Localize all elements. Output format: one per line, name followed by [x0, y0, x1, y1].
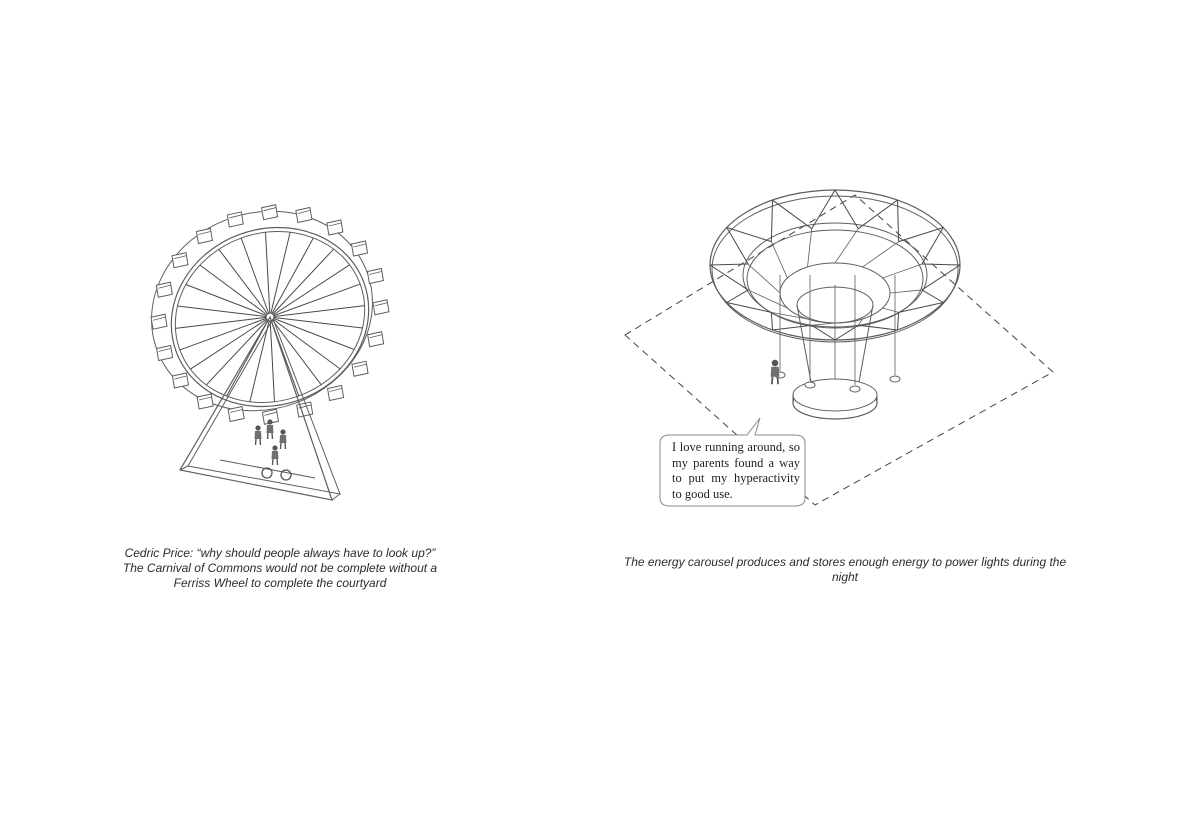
- carousel-star-strut: [898, 312, 899, 330]
- person-figure: [267, 419, 274, 439]
- ferris-gondola: [368, 332, 384, 347]
- carousel-star-strut: [727, 290, 748, 303]
- carousel-caption-line-1: The energy carousel produces and stores enough energy to power lights during the: [623, 555, 1067, 569]
- energy-carousel-caption: [612, 555, 1078, 585]
- carousel-star-strut: [771, 312, 772, 330]
- ferris-gondola: [172, 373, 188, 388]
- ferris-gondola: [196, 228, 212, 243]
- ferris-gondola: [352, 361, 368, 376]
- carousel-star-strut: [858, 325, 897, 330]
- ferris-spoke: [270, 232, 290, 317]
- person-figure: [280, 429, 287, 449]
- ferris-gondola: [328, 386, 344, 401]
- bicycle-wheel: [262, 468, 272, 478]
- ferris-gondola: [227, 212, 243, 227]
- ferris-spoke: [241, 238, 270, 317]
- ferris-gondola: [156, 282, 172, 297]
- ferris-gondola: [172, 253, 188, 268]
- carousel-radial-strut: [808, 229, 812, 267]
- ferris-wheel-drawing: [140, 190, 400, 520]
- carousel-star-strut: [773, 325, 812, 330]
- ferris-gondola: [373, 300, 389, 315]
- speech-bubble-line-4: to good use.: [672, 486, 733, 501]
- ferris-spoke: [266, 232, 270, 317]
- child-figure: [771, 360, 780, 385]
- carousel-caption-line-2: night: [831, 570, 859, 584]
- ferris-spoke: [270, 317, 340, 369]
- speech-bubble-line-3: to put my hyperactivity: [672, 471, 800, 485]
- carousel-star-strut: [727, 303, 772, 313]
- speech-bubble-text: [672, 440, 800, 502]
- ferris-caption-line-3: Ferriss Wheel to complete the courtyard: [173, 576, 387, 590]
- carousel-swing-seat: [850, 386, 860, 392]
- person-figure: [255, 425, 262, 445]
- carousel-radial-strut: [835, 229, 858, 263]
- carousel-star-strut: [922, 264, 960, 265]
- ferris-caption-line-2: The Carnival of Commons would not be complete without a: [122, 561, 438, 575]
- bicycle-wheel: [281, 470, 291, 480]
- ferris-gondola: [157, 345, 173, 360]
- carousel-radial-strut: [771, 242, 787, 278]
- ferris-gondola: [367, 269, 383, 284]
- ferris-wheel-svg: [140, 190, 400, 520]
- ferris-gondola: [327, 220, 343, 235]
- ferris-support-edge: [332, 494, 340, 500]
- ferris-gondola: [262, 205, 278, 220]
- carousel-radial-strut: [883, 264, 922, 278]
- carousel-swing-seat: [890, 376, 900, 382]
- ferris-gondola: [151, 314, 167, 329]
- ferris-gondola: [352, 241, 368, 256]
- ferris-base-bar: [220, 460, 315, 478]
- carousel-star-strut: [773, 200, 812, 229]
- ferris-gondola: [296, 207, 312, 222]
- speech-bubble-line-2: my parents found a way: [672, 455, 800, 470]
- carousel-star-strut: [858, 200, 897, 229]
- person-figure: [272, 445, 279, 465]
- carousel-star-strut: [922, 290, 943, 303]
- carousel-radial-strut: [883, 308, 899, 312]
- speech-bubble-line-1: I love running around, so: [672, 440, 800, 454]
- ferris-gondola: [197, 394, 213, 409]
- ferris-gondola: [228, 407, 244, 422]
- carousel-radial-strut: [748, 264, 780, 293]
- carousel-radial-strut: [812, 323, 835, 325]
- carousel-radial-strut: [863, 242, 899, 267]
- ferris-wheel-caption: [100, 546, 460, 591]
- carousel-star-strut: [710, 264, 748, 265]
- ferris-caption-line-1: Cedric Price: “why should people always have to look up?”: [124, 546, 436, 560]
- ferris-spoke: [200, 265, 270, 317]
- carousel-star-strut: [899, 303, 944, 313]
- carousel-swing-seat: [805, 382, 815, 388]
